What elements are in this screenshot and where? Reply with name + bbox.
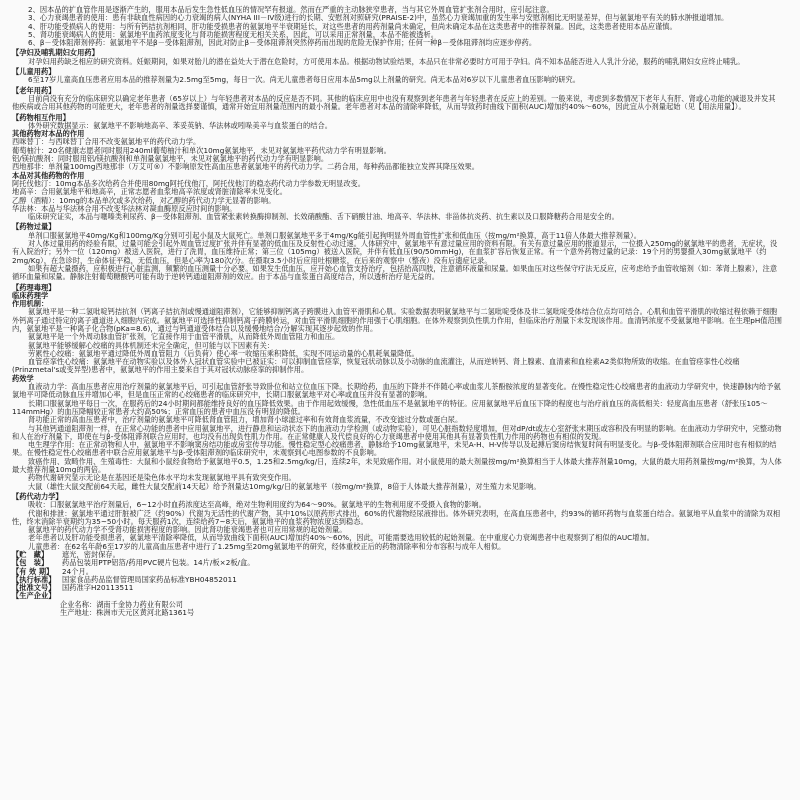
package-insert-text [12,6,782,617]
paragraph: 致癌作用、致畸作用、生殖毒性：大鼠和小鼠经食物给予氨氯地平0.5，1.25和2.5mg/kg/日，连续2年，未见致癌作用。对小鼠使用的最大剂量按mg/m²换算相当于人体最大推荐剂量10mg，大鼠的最大用药剂量按mg/m²换算，为人体最大推荐剂量10mg的两倍。 [12,456,782,475]
paragraph: 血液动力学：高血压患者应用治疗剂量的氨氯地平后，可引起血管舒张导致卧位和站立位血压下降。长期给药，血压的下降并不伴随心率或血浆儿茶酚胺浓度的显著变化。在慢性稳定性心绞痛患者的血液动力学研究中，快速静脉内给予氨氯地平可降低动脉血压并增加心率，但是血压正常的心绞痛患者的临床研究中，长期口服氨氯地平对心率或血压并没有显著的影响。 [12,382,781,400]
paragraph: 西地那非：单剂量100mg西地那非（万艾可®）不影响原发性高血压患者氨氯地平的药代动力学。二药合用，每种药品都能独立发挥其降压效果。 [12,162,480,172]
info-value: 24个月。 [62,566,93,576]
section-heading: 【药代动力学】 [12,491,63,501]
company-line: 生产地址：株洲市天元区黄河北路1361号 [60,608,195,618]
paragraph: 大鼠（雄性大鼠交配前64天起，雌性大鼠交配前14天起）给予剂量达10mg/kg/日的氨氯地平（按mg/m²换算，8倍于人体最大推荐剂量），对生殖力未见影响。 [28,481,541,491]
info-value: 遮光，密封保存。 [62,550,120,559]
paragraph: 3、心力衰竭患者的使用：患有非缺血性病因的心力衰竭的病人(NYHA III－IV级)进行的长期、安慰剂对照研究(PRAISE-2)中，虽然心力衰竭加重的发生率与安慰剂相比无明显差异，但与氨氯地平有关的肺水肿报道增加。 [28,13,729,23]
section-heading: 【药理毒理】 [12,282,56,292]
paragraph: 氨氯地平能够缓解心绞痛的具体机制还未完全确定，但可能与以下因素有关： [28,340,275,350]
paragraph: 氨氯地平是一个外周动脉血管扩张剂，它直接作用于血管平滑肌，从而降低外周血管阻力和血压。 [28,332,340,342]
info-row [12,584,782,592]
paragraph: 葡萄柚汁：20名健康志愿者同时服用240ml葡萄柚汁和单次10mg氨氯地平，未见对氨氯地平药代动力学有明显影响。 [12,145,391,155]
paragraph: 单剂口服氨氯地平40mg/Kg和100mg/Kg分别可引起小鼠及大鼠死亡。单剂口服氨氯地平多于4mg/Kg能引起狗明显外周血管性扩张和低血压（按mg/m²换算，高于11倍人体最大推荐剂量）。 [28,230,641,240]
subsection-heading: 临床药理学 [12,290,49,300]
info-key: 【有 效 期】 [12,566,54,576]
info-key: 【贮 藏】 [12,550,49,559]
paragraph: 劳累性心绞痛：氨氯地平通过降低外周血管阻力（后负荷）使心率一收缩压乘积降低，实现不同运动量的心肌耗氧量降低。 [28,348,419,358]
paragraph: 6至17岁儿童高血压患者应用本品的推荐剂量为2.5mg至5mg，每日一次。尚无儿童患者每日应用本品5mg以上剂量的研究。尚无本品对6岁以下儿童患者血压影响的研究。 [28,75,580,85]
paragraph: 儿童患者：在62名年龄6至17岁的儿童高血压患者中进行了1.25mg至20mg氨氯地平的研究，经体重校正后的药物清除率和分布容积与成年人相似。 [28,541,506,551]
paragraph: 地高辛：合用氨氯地平和地高辛，正常志愿者血浆地高辛浓度或肾脏清除率未见变化。 [12,187,288,197]
paragraph: 2、因本品的扩血管作用是逐渐产生的，服用本品后发生急性低血压的情况罕有报道。然而在严重的主动脉狭窄患者，当与其它外周血管扩张剂合用时，应引起注意。 [28,5,554,14]
paragraph: 氨氯地平的药代动力学不受肾功能损害程度的影响。因此肾功能衰竭患者也可应用常规的起始剂量。 [28,525,347,535]
section-heading: 【孕妇及哺乳期妇女用药】 [12,48,99,58]
subsection-heading: 药效学 [12,373,34,383]
paragraph: 阿托伐他汀：10mg本品多次给药合并使用80mg阿托伐他汀，阿托伐他汀的稳态药代动力学参数无明显改变。 [12,178,366,188]
paragraph: 4、肝功能受损病人的使用：与所有钙拮抗剂相同，肝功能受损患者的氨氯地平半衰期延长，对这些患者的用药剂量尚未确定，但尚未确定本品在这类患者中的推荐剂量。因此，这类患者使用本品应谨慎。 [28,21,677,31]
paragraph: 肾功能正常的高血压患者中，治疗剂量的氨氯地平可降低肾血管阻力，增加肾小球滤过率和有效肾血浆流量，不改变滤过分数或蛋白尿。 [28,415,463,425]
subsection-heading: 本品对其他药物的作用 [12,170,85,180]
paragraph: 5、肾功能衰竭病人的使用：氨氯地平血药浓度变化与肾功能损害程度无相关关系，因此，可以采用正常剂量，本品不能被透析。 [28,29,438,39]
paragraph: 长期口服氨氯地平每日一次，在服药后的24小时期间都能维持良好的血压降低效果。由于作用起效缓慢，急性低血压不是氨氯地平的特征。应用氨氯地平后血压下降的程度也与治疗前血压的高低相关：轻度高血压患者（舒张压105～114mmHg）的血压降幅较正常患者大约高50%；正常血压的患者中血压没有明显的降低。 [12,398,768,416]
info-value: 药品包装用PTP铝箔/药用PVC硬片包装。14片/板×2板/盒。 [62,558,255,568]
info-value: 国家食品药品监督管理局国家药品标准YBH04852011 [62,574,237,584]
paragraph: 血管痉挛性心绞痛：氨氯地平在动物实验以及体外人冠状血管实验中已被证实：可以抑制血管痉挛，恢复冠状动脉以及小动脉的血流灌注，从而逆转钙、肾上腺素、血清素和血栓素A2类似物所致的收缩。在血管痉挛性心绞痛(Prinzmetal's或变异型)患者中，氨氯地平的作用主要来自于其对冠状动脉痉挛的抑制作用。 [12,357,740,375]
subsection-heading: 作用机制： [12,299,49,309]
paragraph: 与其他钙通道阻滞剂一样，在正常心功能的患者中应用氨氯地平，进行静息和运动状态下的血液动力学检测（或动物实验），可见心脏指数轻度增加，但对dP/dt或左心室舒张末期压或容积没有明显的影响。在血液动力学研究中，完整动物和人在治疗剂量下，即使在与β-受体阻滞剂联合应用时，也均没有出现负性肌力作用。在正常健康人及代偿良好的心力衰竭患者中使用其他具有显著负性肌力作用的药物也有相似的发现。 [12,423,782,441]
paragraph: 乙醇（酒精）：10mg的本品单次或多次给药，对乙醇的药代动力学无显著的影响。 [12,195,276,205]
subsection-heading: 其他药物对本品的作用 [12,129,85,139]
paragraph: 临床研究证实，本品与噻嗪类利尿药、β－受体阻滞剂、血管紧张素转换酶抑制剂、长效硝酸酯、舌下硝酸甘油、地高辛、华法林、非甾体抗炎药、抗生素以及口服降糖药合用是安全的。 [28,212,619,222]
paragraph: 药物代谢研究显示无论是在基因还是染色体水平均未发现氨氯地平具有致突变作用。 [28,473,296,483]
paragraph: 代谢和排泄：氨氯地平通过肝脏被广泛（约90%）代谢为无活性的代谢产物，其中10%以原药形式排出，60%的代谢物经尿液排出。体外研究表明，在高血压患者中，约93%的循环药物与血浆蛋白结合。氨氯地平从血浆中的清除为双相性，终末消除半衰期约为35~50小时。每天服药1次，连续给药7~8天后，氨氯地平的血浆药物浓度达到稳态。 [12,508,781,526]
paragraph: 如果有超大量摄药，应积极进行心脏监测，频繁的血压测量十分必要。如果发生低血压，应开始心血管支持治疗，包括抬高四肢，注意循环液量和尿量。如果血压对这些保守疗法无反应，应考虑给予血管收缩剂（如：苯肾上腺素），注意循环血量和尿量。静脉注射葡萄糖酸钙可能有助于逆转钙通道阻滞剂的效应。由于本品与血浆蛋白高度结合，所以透析治疗是无益的。 [12,263,778,282]
paragraph: 目前尚没有充分的临床研究以确定老年患者（65岁以上）与年轻患者对本品的反应是否不同。其他的临床应用中也没有观察到老年患者与年轻患者在反应上的差别。一般来说，考虑到多数情况下老年人有肝、肾或心功能的减退及并发其他疾病或合用其他药物的可能更大，老年患者的剂量选择要谨慎，通常开始宜用剂量范围内的最小剂量。老年患者对本品的清除率降低，从而导致药时曲线下面积(AUC)增加约40%～60%，因此宜从小剂量起始（见【用法用量】）。 [12,93,776,112]
paragraph: 华法林：本品与华法林合用不改变华法林对凝血酶原反应时间的影响。 [12,203,237,213]
paragraph: 西咪替丁：与西咪替丁合用不改变氨氯地平的药代动力学。 [12,137,201,147]
paragraph: 6、β－受体阻滞剂停药：氨氯地平不是β－受体阻滞剂，因此对防止β－受体阻滞剂突然停药而出现的危险无保护作用；任何一种β－受体阻滞剂均应逐步停药。 [28,38,537,48]
info-value: 国药准字H20113511 [62,583,134,593]
paragraph: 电生理学作用：在正常动物和人中，氨氯地平不影响窦房结功能或房室传导功能。慢性稳定型心绞痛患者，静脉给予10mg氨氯地平，未见A-H、H-V传导以及起搏后窦房结恢复时间有明显变化。与β-受体阻滞剂联合应用时也有相似的结果。在慢性稳定性心绞痛患者中联合应用氨氯地平与β-受体阻滞剂的临床研究中，未观察到心电图参数的不良影响。 [12,440,777,458]
info-key: 【包 装】 [12,558,49,568]
section-heading: 【药物过量】 [12,222,56,232]
paragraph: 对人体过量用药的经验有限，过量可能会引起外周血管过度扩张并伴有显著的低血压及反射性心动过速。人体研究中，氨氯地平有意过量应用的资料有限。有关有意过量应用的报道显示，一位摄入250mg的氨氯地平的患者，无症状，没有入院治疗；另外一位（120mg）被送入医院，进行了洗胃，血压维持正常；第三位（105mg）被送入医院，并伴有低血压(90/50mmHg)，在血浆扩容后恢复正常。有一个意外药物过量的记录：19个月的男婴摄入30mg氨氯地平（约2mg/Kg），在急诊时，生命体征平稳，无低血压，但是心率为180次/分。在摄取3.5小时后应用吐根糖浆，在后来的观察中（整夜）没有后遗症记录。 [12,239,778,265]
paragraph: 老年患者以及肝功能受损患者，氨氯地平清除率降低，从而导致曲线下面积(AUC)增加约40%～60%，因此，可能需要选用较低的起始剂量。在中重度心力衰竭患者中也观察到了相似的AUC增加。 [28,533,654,543]
section-heading: 【药物相互作用】 [12,112,70,122]
paragraph: 铝/镁抗酸剂：同时服用铝/镁抗酸剂和单剂量氨氯地平，未见对氨氯地平的药代动力学有明显影响。 [12,154,329,164]
info-row [12,559,782,567]
paragraph: 吸收：口服氨氯地平治疗剂量后，6~12小时血药浓度达至高峰，绝对生物利用度约为64～90%。氨氯地平的生物利用度不受摄入食物的影响。 [28,500,486,510]
company-line: 企业名称：湖南千金协力药业有限公司 [60,599,184,609]
info-key: 【执行标准】 [12,574,56,584]
paragraph: 氨氯地平是一种二氢吡啶钙拮抗剂（钙离子拮抗剂或慢通道阻滞剂），它能够抑制钙离子跨膜进入血管平滑肌和心肌。实验数据表明氨氯地平与二氢吡啶受体及非二氢吡啶受体结合位点均可结合。心肌和血管平滑肌的收缩过程依赖于细胞外钙离子通过特定的离子通道进入细胞内完成。氨氯地平可选择性抑制钙离子跨膜转运，对血管平滑肌细胞的作用强于心肌细胞。在体外观察到负性肌力作用，但临床治疗剂量下未发现该作用。血清钙浓度不受氨氯地平影响。在生理pH值范围内，氨氯地平是一种离子化合物(pKa=8.6)，通过与钙通道受体结合以及缓慢地结合/分解实现其逐步起效的作用。 [12,307,783,333]
paragraph: 体外研究数据显示：氨氯地平不影响地高辛、苯妥英钠、华法林或吲哚美辛与血浆蛋白的结合。 [28,120,332,130]
section-heading: 【老年用药】 [12,85,56,95]
section-heading: 【儿童用药】 [12,67,56,77]
info-key: 【生产企业】 [12,591,56,601]
paragraph: 对孕妇用药缺乏相应的研究资料。妊娠期间，如果对胎儿的潜在益处大于潜在危险时，方可使用本品。根据动物试验结果，本品只在非常必要时方可用于孕妇。尚不知本品能否进入人乳汁分泌，服药的哺乳期妇女应终止哺乳。 [28,56,745,66]
info-key: 【批准文号】 [12,583,56,593]
